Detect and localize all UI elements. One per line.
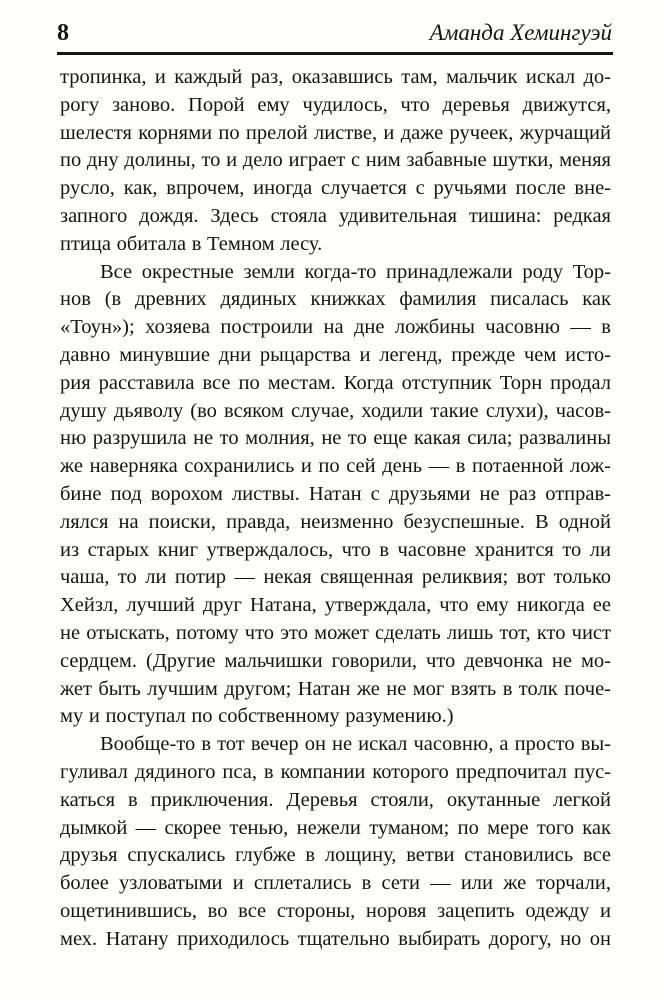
text-line: друзья спускались глубже в лощину, ветви становились все [60, 844, 611, 867]
text-line: гуливал дядиного пса, в компании которого предпочитал пус- [60, 760, 611, 783]
text-line: душу дьяволу (во всяком случае, ходили такие слухи), часов- [60, 399, 611, 422]
text-line: Вообще-то в тот вечер он не искал часовню, а просто вы- [100, 733, 611, 756]
text-line: му и поступал по собственному разумению.) [60, 705, 454, 728]
text-line: бине под ворохом листвы. Натан с друзьями не раз отправ- [60, 482, 611, 505]
text-line: лялся на поиски, правда, неизменно безуспешные. В одной [60, 510, 611, 533]
text-line: ощетинившись, во все стороны, норовя зацепить одежду и [60, 899, 611, 922]
paragraph-2 [60, 259, 611, 732]
text-line: запного дождя. Здесь стояла удивительная тишина: редкая [60, 204, 611, 227]
text-line: тропинка, и каждый раз, оказавшись там, мальчик искал до- [60, 66, 611, 88]
running-head-author: Аманда Хемингуэй [429, 20, 612, 45]
text-line: рогу заново. Порой ему чудилось, что деревья движутся, [60, 93, 611, 116]
header-rule [57, 52, 613, 55]
text-line: нов (в древних дядиных книжках фамилия писалась как [60, 288, 611, 311]
page-number: 8 [57, 20, 70, 46]
text-line: «Тоун»); хозяева построили на дне ложбины часовню — в [60, 316, 611, 339]
text-line: рия расставила все по местам. Когда отступник Торн продал [60, 371, 611, 394]
text-line: Все окрестные земли когда-то принадлежали роду Тор- [100, 260, 611, 283]
text-line: птица обитала в Темном лесу. [60, 232, 323, 255]
text-line: по дну долины, то и дело играет с ним забавные шутки, меняя [60, 149, 611, 172]
text-line: же наверняка сохранились и по сей день — в потаенной лож- [60, 455, 611, 478]
paragraph-3 [60, 731, 611, 953]
text-line: более узловатыми и сплетались в сети — или же торчали, [60, 872, 611, 895]
text-line: мех. Натану приходилось тщательно выбирать дорогу, но он [60, 927, 611, 950]
text-line: жет быть лучшим другом; Натан же не мог взять в толк поче- [60, 677, 611, 700]
text-line: давно минувшие дни рыцарства и легенд, прежде чем исто- [60, 343, 611, 366]
text-line: из старых книг утверждалось, что в часовне хранится то ли [60, 538, 611, 561]
page-header [57, 20, 612, 47]
text-line: сердцем. (Другие мальчишки говорили, что девчонка не мо- [60, 649, 611, 672]
text-line: ню разрушила не то молния, не то еще какая сила; развалины [60, 427, 611, 450]
text-line: не отыскать, потому что это может сделать лишь тот, кто чист [60, 621, 611, 644]
text-line: каться в приключения. Деревья стояли, окутанные легкой [60, 788, 611, 811]
paragraph-1 [60, 64, 611, 259]
text-line: чаша, то ли потир — некая священная реликвия; вот только [60, 566, 611, 589]
text-line: дымкой — скорее тенью, нежели туманом; по мере того как [60, 816, 611, 839]
page-body [60, 64, 611, 954]
text-line: шелестя корнями по прелой листве, и даже ручеек, журчащий [60, 121, 611, 144]
text-line: русло, как, впрочем, иногда случается с ручьями после вне- [60, 177, 611, 200]
text-line: Хейзл, лучший друг Натана, утверждала, что ему никогда ее [60, 594, 611, 617]
